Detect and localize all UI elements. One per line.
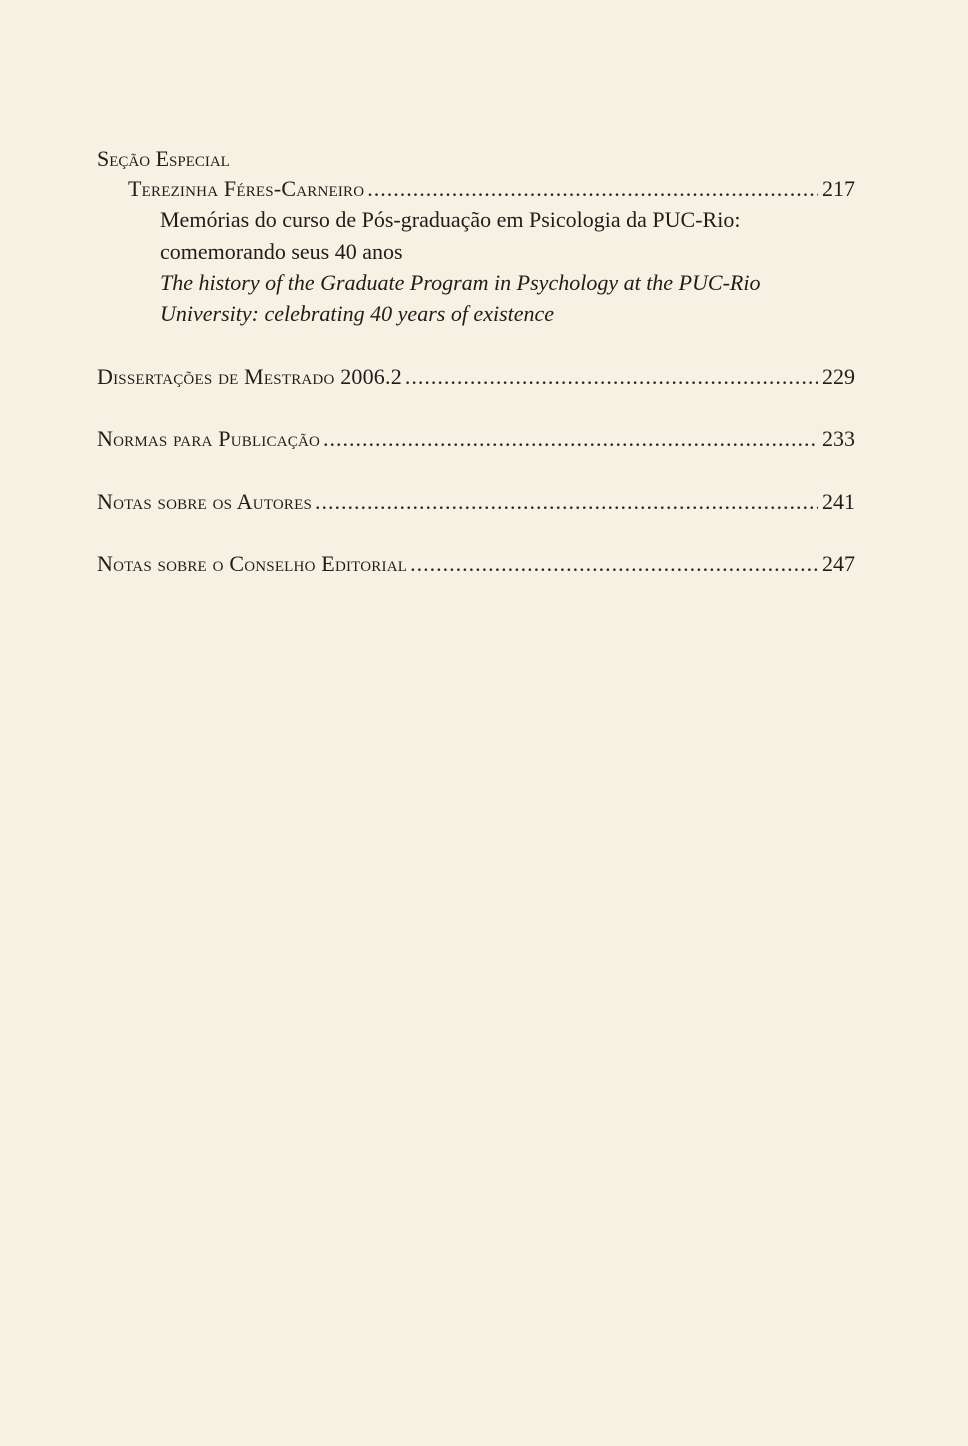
- article-title-english-line-1: The history of the Graduate Program in Psychology at the PUC-Rio: [160, 270, 761, 295]
- leader-dots: [405, 364, 818, 390]
- page-number: 217: [822, 176, 855, 201]
- entry-label: Normas para Publicação: [97, 426, 321, 451]
- leader-dots: [367, 176, 818, 202]
- entry-label: Notas sobre os Autores: [97, 489, 313, 514]
- leader-dots: [315, 489, 818, 515]
- leader-dots: [323, 426, 818, 452]
- toc-entry-normas[interactable]: [97, 426, 855, 452]
- page-number: 247: [822, 551, 855, 576]
- special-section-author-entry[interactable]: [128, 176, 855, 202]
- article-title-portuguese-line-2: comemorando seus 40 anos: [160, 239, 403, 264]
- article-title-english-line-2: University: celebrating 40 years of existence: [160, 301, 555, 326]
- toc-entry-notas-conselho[interactable]: [97, 551, 855, 577]
- article-title-portuguese-line-1: Memórias do curso de Pós-graduação em Psicologia da PUC-Rio:: [160, 207, 741, 232]
- author-name: Terezinha Féres-Carneiro: [128, 176, 365, 201]
- special-section-heading: Seção Especial: [97, 146, 230, 171]
- entry-label: Notas sobre o Conselho Editorial: [97, 551, 408, 576]
- page-number: 241: [822, 489, 855, 514]
- toc-entry-notas-autores[interactable]: [97, 489, 855, 515]
- page-number: 229: [822, 364, 855, 389]
- leader-dots: [410, 551, 818, 577]
- toc-entry-dissertacoes[interactable]: [97, 364, 855, 390]
- entry-label: Dissertações de Mestrado 2006.2: [97, 364, 402, 389]
- page-number: 233: [822, 426, 855, 451]
